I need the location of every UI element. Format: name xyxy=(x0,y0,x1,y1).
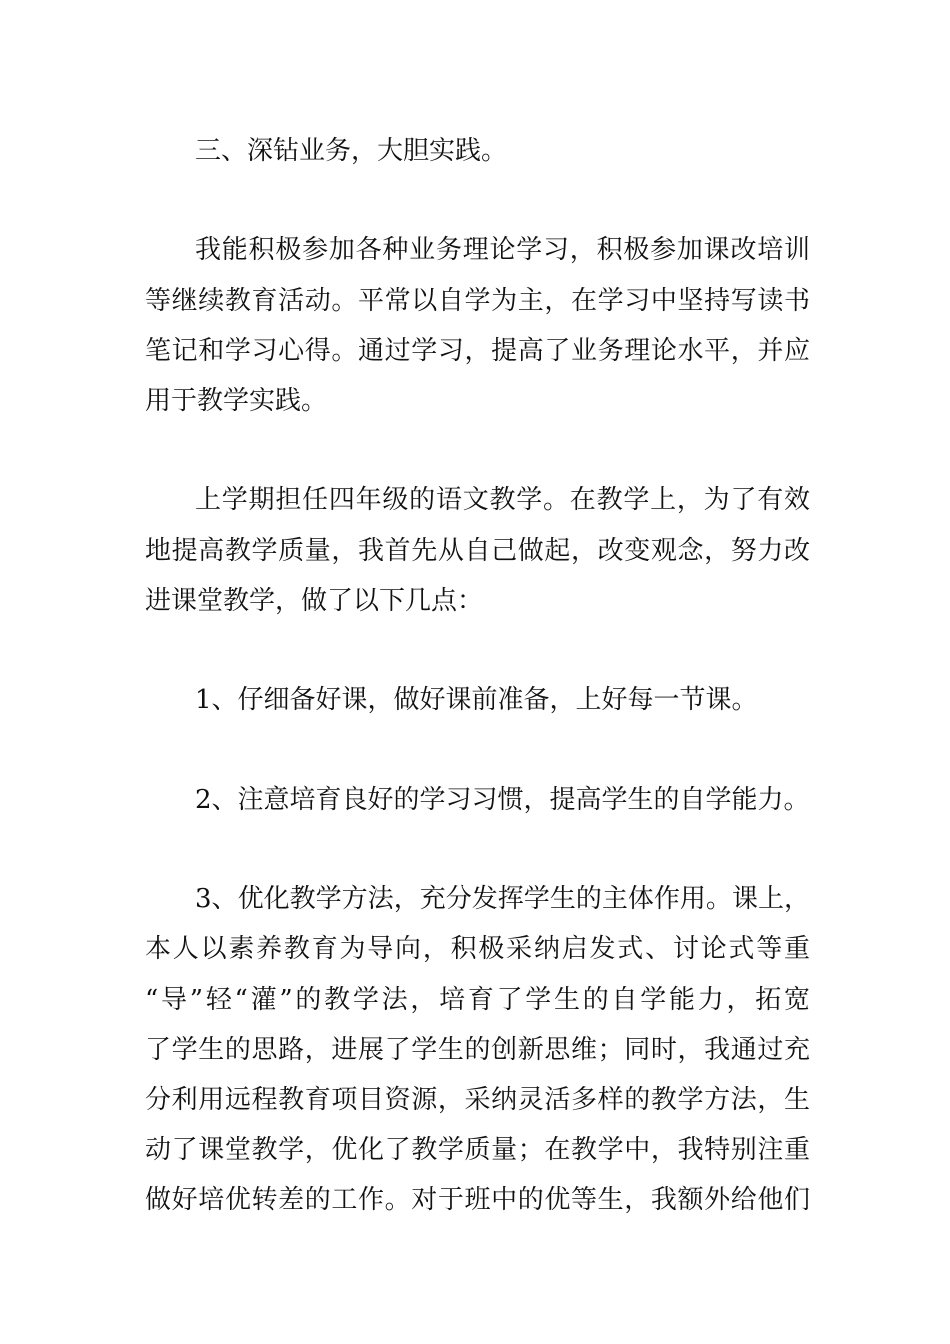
point-3-line-3: “导”轻“灌”的教学法，培育了学生的自学能力，拓宽 xyxy=(145,985,810,1015)
paragraph-2-line-3: 进课堂教学，做了以下几点： xyxy=(145,586,484,616)
point-3-line-6: 动了课堂教学，优化了教学质量；在教学中，我特别注重 xyxy=(145,1135,810,1165)
paragraph-1-line-3: 笔记和学习心得。通过学习，提高了业务理论水平，并应 xyxy=(145,336,810,366)
paragraph-1-line-1: 我能积极参加各种业务理论学习，积极参加课改培训 xyxy=(195,235,810,265)
paragraph-2-line-1: 上学期担任四年级的语文教学。在教学上，为了有效 xyxy=(195,485,810,515)
point-2: 2、注意培育良好的学习习惯，提高学生的自学能力。 xyxy=(195,785,810,815)
point-3-line-1: 3、优化教学方法，充分发挥学生的主体作用。课上， xyxy=(195,884,810,914)
section-heading: 三、深钻业务，大胆实践。 xyxy=(195,136,508,166)
paragraph-1-line-4: 用于教学实践。 xyxy=(145,386,328,416)
paragraph-1-line-2: 等继续教育活动。平常以自学为主，在学习中坚持写读书 xyxy=(145,286,810,316)
paragraph-2-line-2: 地提高教学质量，我首先从自己做起，改变观念，努力改 xyxy=(145,536,810,566)
point-3-line-5: 分利用远程教育项目资源，采纳灵活多样的教学方法，生 xyxy=(145,1085,810,1115)
point-3-line-4: 了学生的思路，进展了学生的创新思维；同时，我通过充 xyxy=(145,1035,810,1065)
point-3-line-7: 做好培优转差的工作。对于班中的优等生，我额外给他们 xyxy=(145,1185,810,1215)
point-3-line-2: 本人以素养教育为导向，积极采纳启发式、讨论式等重 xyxy=(145,934,810,964)
point-1: 1、仔细备好课，做好课前准备，上好每一节课。 xyxy=(195,685,758,715)
